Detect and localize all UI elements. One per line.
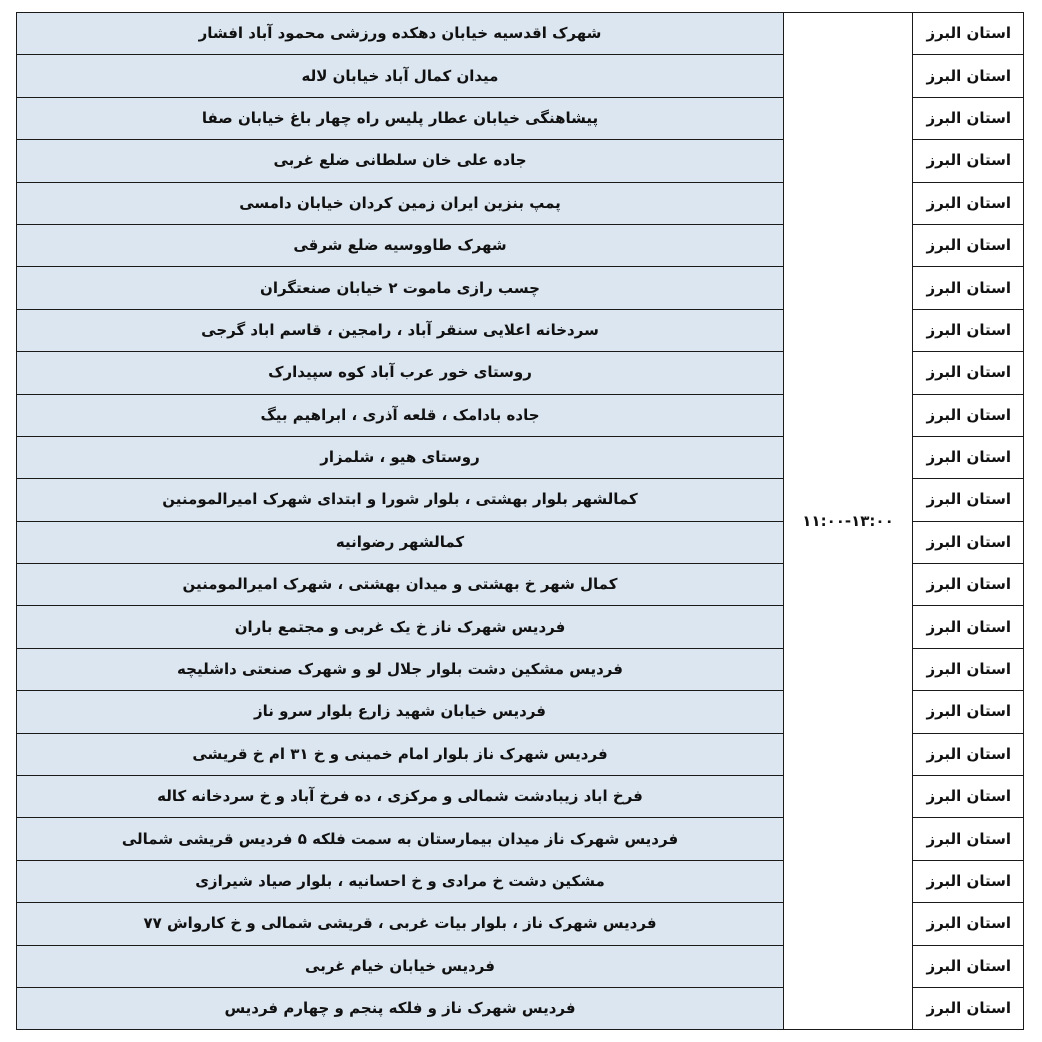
province-cell: استان البرز [913, 818, 1024, 860]
address-cell: جاده بادامک ، قلعه آذری ، ابراهیم بیگ [17, 394, 784, 436]
address-cell: پیشاهنگی خیابان عطار پلیس راه چهار باغ خیابان صفا [17, 97, 784, 139]
province-cell: استان البرز [913, 521, 1024, 563]
address-cell: فردیس خیابان شهید زارع بلوار سرو ناز [17, 691, 784, 733]
province-cell: استان البرز [913, 267, 1024, 309]
province-cell: استان البرز [913, 224, 1024, 266]
address-cell: کمال شهر خ بهشتی و میدان بهشتی ، شهرک امیرالمومنین [17, 564, 784, 606]
province-cell: استان البرز [913, 776, 1024, 818]
address-cell: مشکین دشت خ مرادی و خ احسانیه ، بلوار صیاد شیرازی [17, 860, 784, 902]
province-cell: استان البرز [913, 97, 1024, 139]
address-cell: فردیس خیابان خیام غربی [17, 945, 784, 987]
address-cell: سردخانه اعلایی سنقر آباد ، رامجین ، قاسم اباد گرجی [17, 309, 784, 351]
address-cell: کمالشهر بلوار بهشتی ، بلوار شورا و ابتدای شهرک امیرالمومنین [17, 479, 784, 521]
outage-table [16, 12, 1024, 1030]
province-cell: استان البرز [913, 903, 1024, 945]
province-cell: استان البرز [913, 733, 1024, 775]
province-cell: استان البرز [913, 55, 1024, 97]
address-cell: فردیس شهرک ناز خ یک غربی و مجتمع باران [17, 606, 784, 648]
province-cell: استان البرز [913, 479, 1024, 521]
address-cell: فردیس مشکین دشت بلوار جلال لو و شهرک صنعتی داشلیچه [17, 648, 784, 690]
address-cell: روستای خور عرب آباد کوه سپیدارک [17, 352, 784, 394]
address-cell: شهرک اقدسیه خیابان دهکده ورزشی محمود آباد افشار [17, 13, 784, 55]
address-cell: چسب رازی ماموت ۲ خیابان صنعتگران [17, 267, 784, 309]
province-cell: استان البرز [913, 606, 1024, 648]
province-cell: استان البرز [913, 352, 1024, 394]
province-cell: استان البرز [913, 182, 1024, 224]
address-cell: پمپ بنزین ایران زمین کردان خیابان دامسی [17, 182, 784, 224]
address-cell: میدان کمال آباد خیابان لاله [17, 55, 784, 97]
table-row [17, 13, 1024, 55]
address-cell: فردیس شهرک ناز و فلکه پنجم و چهارم فردیس [17, 987, 784, 1029]
province-cell: استان البرز [913, 987, 1024, 1029]
province-cell: استان البرز [913, 691, 1024, 733]
address-cell: روستای هیو ، شلمزار [17, 436, 784, 478]
address-cell: جاده علی خان سلطانی ضلع غربی [17, 140, 784, 182]
province-cell: استان البرز [913, 140, 1024, 182]
province-cell: استان البرز [913, 648, 1024, 690]
address-cell: فرخ اباد زیبادشت شمالی و مرکزی ، ده فرخ آباد و خ سردخانه کاله [17, 776, 784, 818]
address-cell: فردیس شهرک ناز بلوار امام خمینی و خ ۳۱ ام خ قریشی [17, 733, 784, 775]
province-cell: استان البرز [913, 945, 1024, 987]
province-cell: استان البرز [913, 860, 1024, 902]
time-range-cell: ۱۱:۰۰-۱۳:۰۰ [784, 13, 913, 1030]
province-cell: استان البرز [913, 309, 1024, 351]
address-cell: فردیس شهرک ناز میدان بیمارستان به سمت فلکه ۵ فردیس قریشی شمالی [17, 818, 784, 860]
address-cell: شهرک طاووسیه ضلع شرقی [17, 224, 784, 266]
province-cell: استان البرز [913, 436, 1024, 478]
outage-schedule-sheet [16, 12, 1024, 1030]
address-cell: کمالشهر رضوانیه [17, 521, 784, 563]
outage-table-body [17, 13, 1024, 1030]
address-cell: فردیس شهرک ناز ، بلوار بیات غربی ، قریشی شمالی و خ کارواش ۷۷ [17, 903, 784, 945]
province-cell: استان البرز [913, 394, 1024, 436]
province-cell: استان البرز [913, 564, 1024, 606]
province-cell: استان البرز [913, 13, 1024, 55]
